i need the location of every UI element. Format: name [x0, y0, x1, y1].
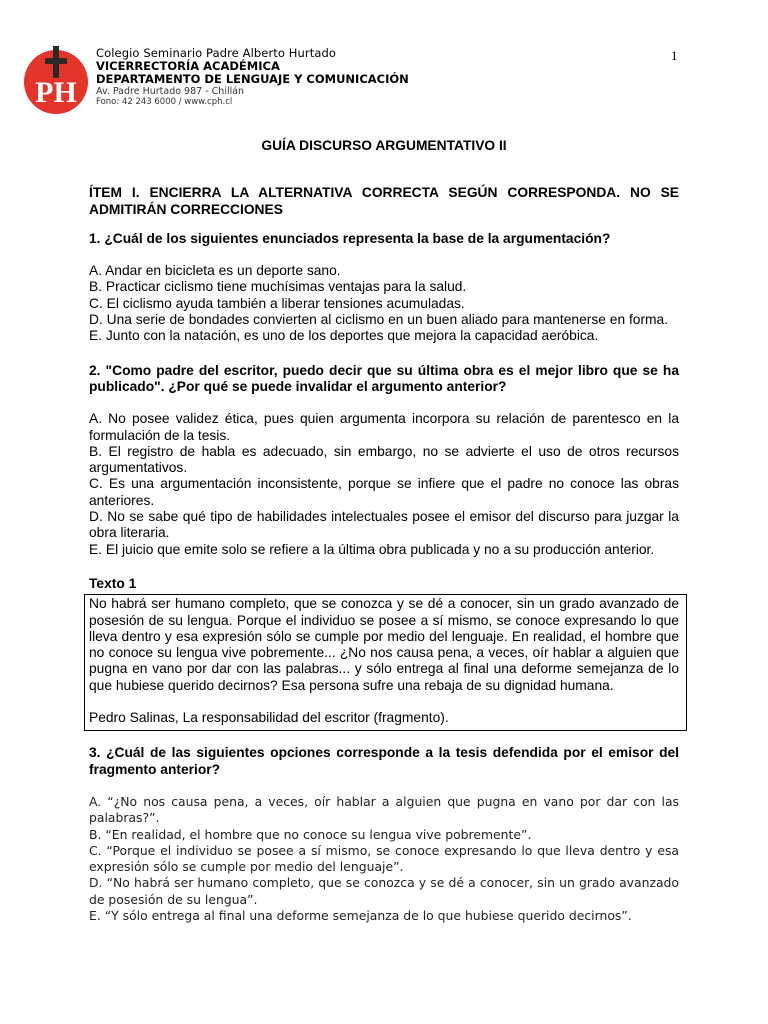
option: C. Es una argumentación inconsistente, porque se infiere que el padre no conoce las obras anteriores.: [89, 476, 679, 508]
question-2-options: [89, 411, 679, 558]
school-address: Av. Padre Hurtado 987 - Chillán: [96, 86, 245, 97]
logo-text: PH: [35, 76, 77, 109]
option: A. “¿No nos causa pena, a veces, oír hablar a alguien que pugna en vano por dar con las palabras?”.: [89, 793, 679, 826]
vicerrectoria: VICERRECTORÍA ACADÉMICA: [96, 59, 280, 73]
option: D. “No habrá ser humano completo, que se conozca y se dé a conocer, sin un grado avanzado de posesión de su lengua”.: [89, 875, 679, 907]
school-name: Colegio Seminario Padre Alberto Hurtado: [96, 46, 337, 60]
option: C. El ciclismo ayuda también a liberar tensiones acumuladas.: [89, 295, 465, 311]
school-contact: Fono: 42 243 6000 / www.cph.cl: [96, 97, 233, 107]
option: E. Junto con la natación, es uno de los deportes que mejora la capacidad aeróbica.: [89, 328, 599, 344]
departamento: DEPARTAMENTO DE LENGUAJE Y COMUNICACIÓN: [96, 72, 409, 86]
option: A. No posee validez ética, pues quien argumenta incorpora su relación de parentesco en la formulación de la tesis.: [89, 411, 679, 443]
text-1-source: Pedro Salinas, La responsabilidad del escritor (fragmento).: [89, 710, 449, 726]
option: D. No se sabe qué tipo de habilidades intelectuales posee el emisor del discurso para juzgar la obra literaria.: [89, 509, 679, 541]
document-body: [89, 138, 679, 942]
option: E. El juicio que emite solo se refiere a la última obra publicada y no a su producción anterior.: [89, 541, 655, 557]
text-1-box: [84, 594, 687, 731]
option: B. El registro de habla es adecuado, sin embargo, no se advierte el uso de otros recursos argumentativos.: [89, 443, 679, 476]
question-2: 2. "Como padre del escritor, puedo decir que su última obra es el mejor libro que se ha publicado". ¿Por qué se puede invalidar el argumento anterior?: [89, 362, 679, 394]
school-header: [96, 46, 409, 107]
question-3-options: [89, 794, 679, 924]
question-1: 1. ¿Cuál de los siguientes enunciados representa la base de la argumentación?: [89, 230, 611, 246]
question-3: 3. ¿Cuál de las siguientes opciones corresponde a la tesis defendida por el emisor del fragmento anterior?: [89, 745, 679, 777]
text-1-label: Texto 1: [89, 575, 137, 591]
option: B. Practicar ciclismo tiene muchísimas ventajas para la salud.: [89, 279, 467, 295]
option: E. “Y sólo entrega al final una deforme semejanza de lo que hubiese querido decirnos”.: [89, 907, 632, 923]
question-1-options: [89, 263, 679, 344]
item-instruction: ÍTEM I. ENCIERRA LA ALTERNATIVA CORRECTA SEGÚN CORRESPONDA. NO SE ADMITIRÁN CORRECCIONES: [89, 185, 679, 217]
option: D. Una serie de bondades convierten al ciclismo en un buen aliado para mantenerse en forma.: [89, 312, 669, 328]
text-1-body: No habrá ser humano completo, que se conozca y se dé a conocer, sin un grado avanzado de posesión de su lengua. Porque el individuo se posee a sí mismo, se conoce expresando lo que lleva dentro y esa expresión sólo se cumple por medio del lenguaje. En realidad, el hombre que no conoce su lengua vive pobremente... ¿No nos causa pena, a veces, oír hablar a alguien que pugna en vano por dar con las palabras... y sólo entrega al final una deforme semejanza de lo que hubiese querido decirnos? Esa persona sufre una rebaja de su dignidad humana.: [89, 596, 679, 693]
option: B. “En realidad, el hombre que no conoce su lengua vive pobremente”.: [89, 826, 532, 842]
school-logo-icon: [22, 44, 90, 116]
page-number: 1: [671, 48, 678, 63]
option: C. “Porque el individuo se posee a sí mismo, se conoce expresando lo que lleva dentro y esa expresión sólo se cumple por medio del lenguaje”.: [89, 842, 679, 875]
document-title: GUÍA DISCURSO ARGUMENTATIVO II: [261, 138, 507, 153]
option: A. Andar en bicicleta es un deporte sano.: [89, 263, 341, 279]
